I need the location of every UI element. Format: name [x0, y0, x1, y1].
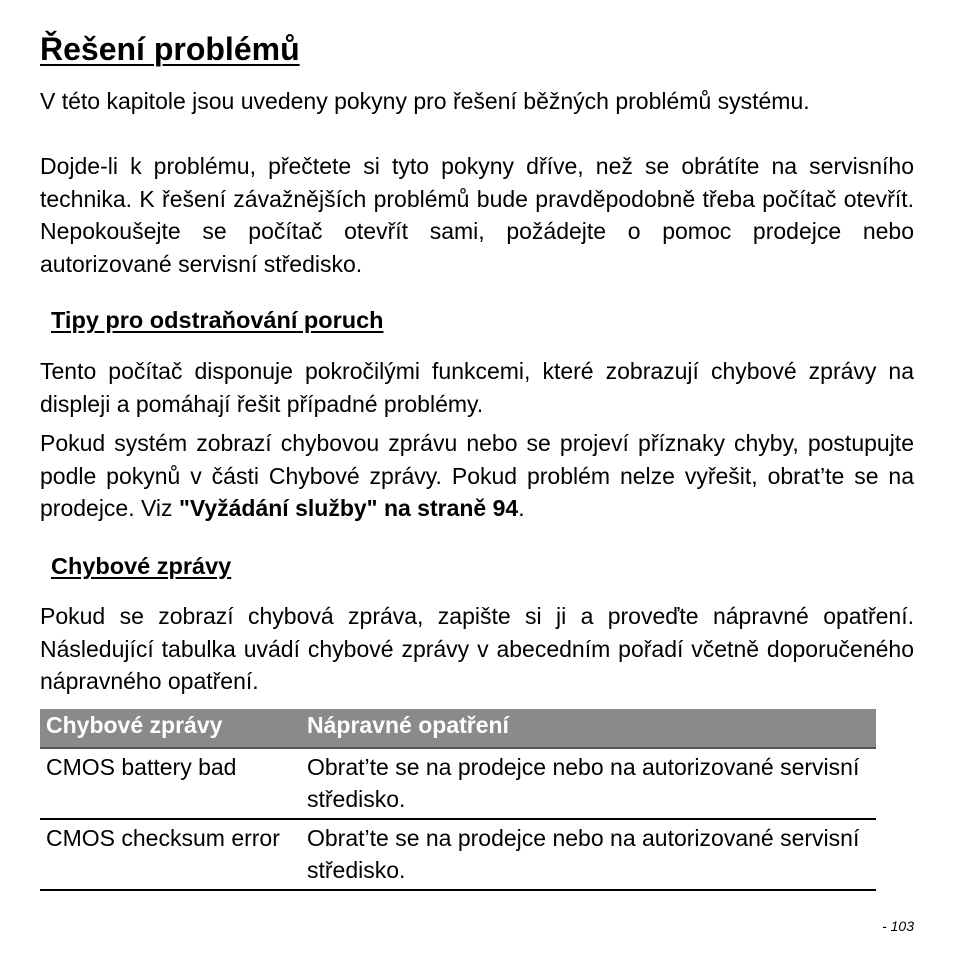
table-header-row	[40, 709, 876, 748]
table-cell-action: Obrat’te se na prodejce nebo na autorizované servisní středisko.	[301, 748, 876, 819]
table-cell-message: CMOS battery bad	[40, 748, 301, 819]
intro-paragraph-1: V této kapitole jsou uvedeny pokyny pro řešení běžných problémů systému.	[40, 88, 810, 114]
table-header-messages: Chybové zprávy	[40, 709, 301, 748]
section-title-errors: Chybové zprávy	[51, 553, 232, 579]
tips-paragraph-2-end: .	[518, 495, 525, 521]
intro-paragraph-2: Dojde-li k problému, přečtete si tyto pokyny dříve, než se obrátíte na servisního technika. K řešení závažnějších problémů bude pravděpodobně třeba počítač otevřít. Nepokoušejte se počítač otevřít sami, požádejte o pomoc prodejce nebo autorizované servisní středisko.	[40, 153, 914, 277]
tips-paragraph-2	[40, 427, 914, 525]
tips-paragraph-1: Tento počítač disponuje pokročilými funkcemi, které zobrazují chybové zprávy na displeji a pomáhají řešit případné problémy.	[40, 358, 914, 417]
tips-paragraph-2-text: Pokud systém zobrazí chybovou zprávu nebo se projeví příznaky chyby, postupujte podle pokynů v části Chybové zprávy. Pokud problém nelze vyřešit, obrat’te se na prodejce. Viz	[40, 430, 914, 521]
table-row	[40, 819, 876, 890]
table-cell-action: Obrat’te se na prodejce nebo na autorizované servisní středisko.	[301, 819, 876, 890]
page-title: Řešení problémů	[40, 31, 300, 67]
service-page-link[interactable]: "Vyžádání služby" na straně 94	[178, 495, 519, 521]
table-cell-message: CMOS checksum error	[40, 819, 301, 890]
section-title-tips: Tipy pro odstraňování poruch	[51, 307, 384, 333]
error-messages-table	[40, 709, 876, 891]
table-header-actions: Nápravné opatření	[301, 709, 876, 748]
table-row	[40, 748, 876, 819]
page-number: - 103	[882, 918, 914, 934]
errors-paragraph-1: Pokud se zobrazí chybová zpráva, zapište si ji a proveďte nápravné opatření. Následující tabulka uvádí chybové zprávy v abecedním pořadí včetně doporučeného nápravného opatření.	[40, 603, 914, 694]
